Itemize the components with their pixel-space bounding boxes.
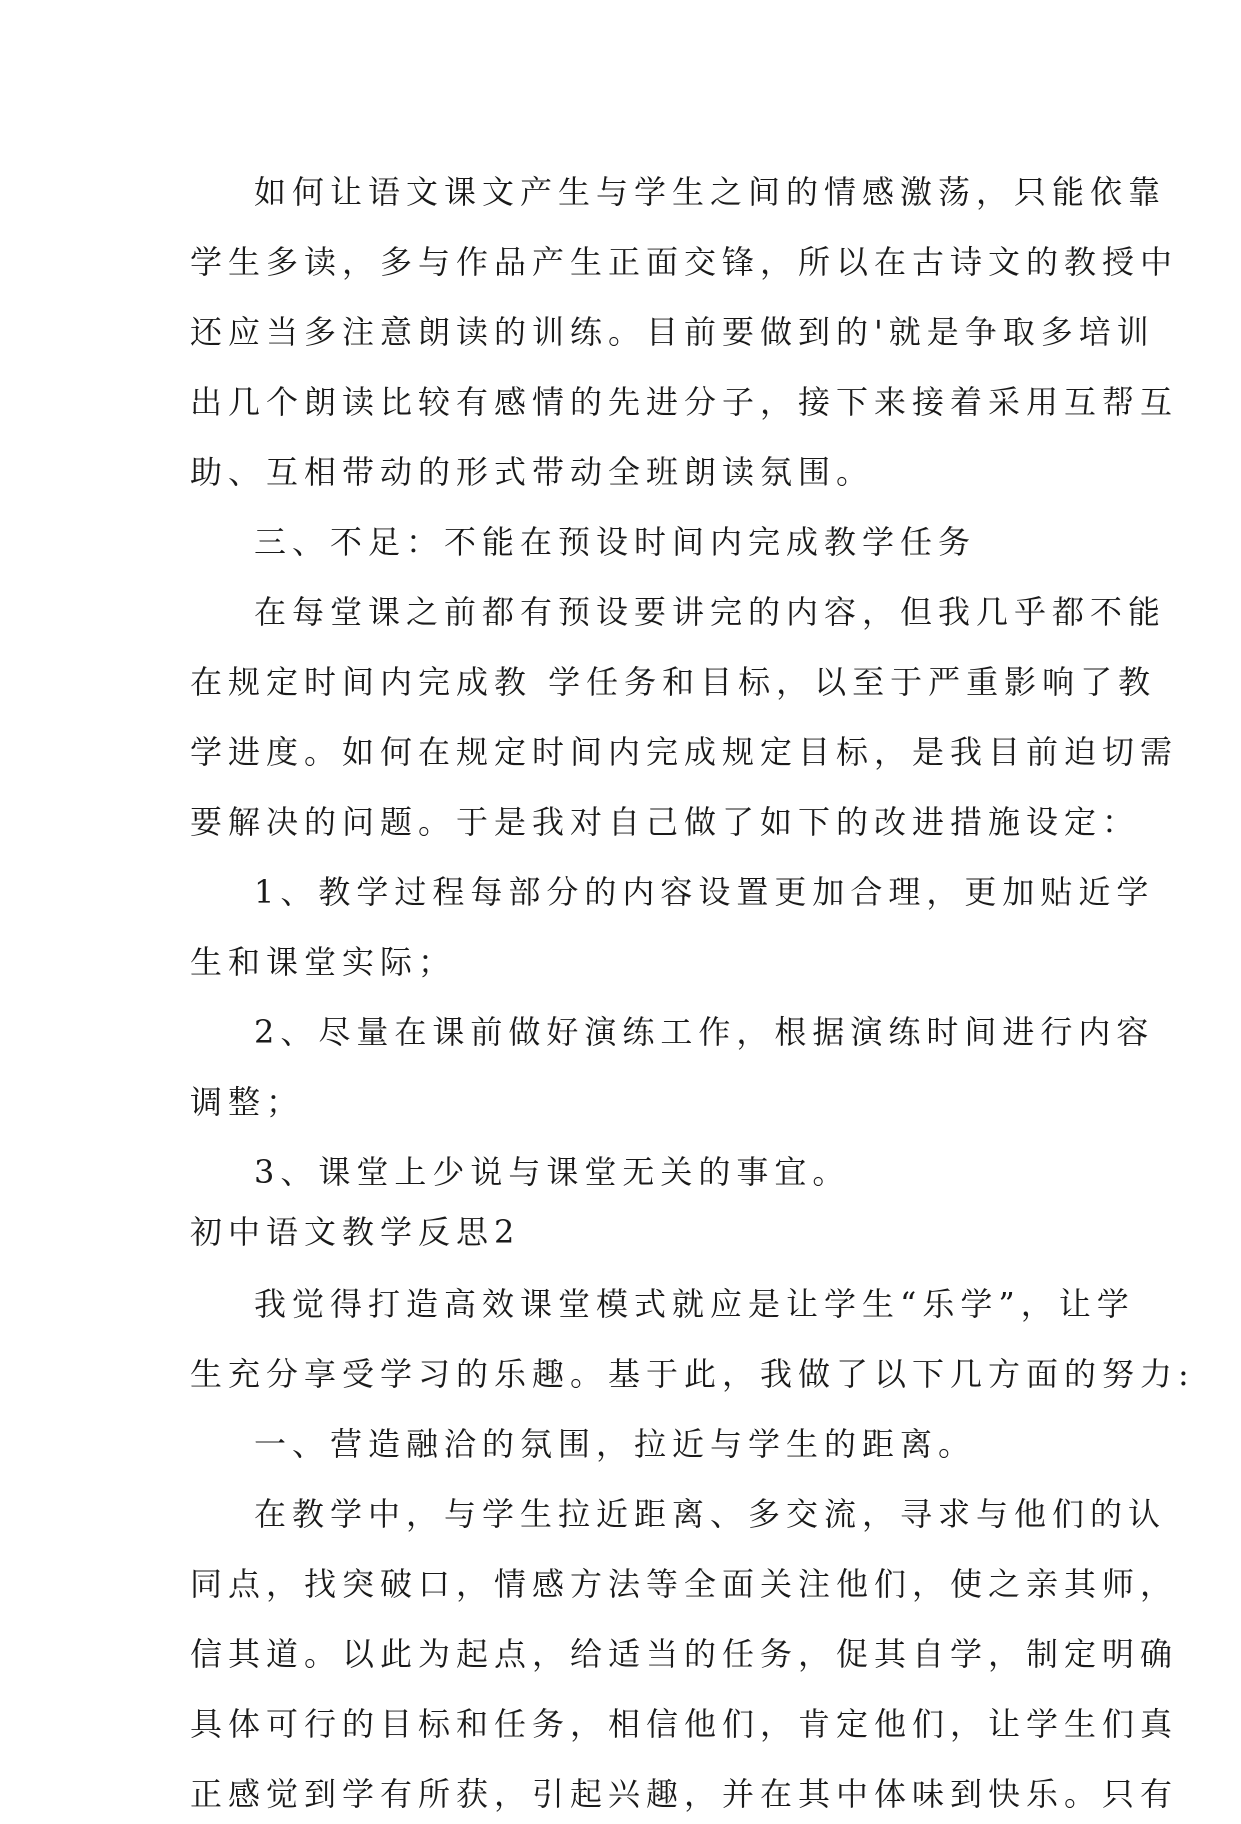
list-item: 2、尽量在课前做好演练工作，根据演练时间进行内容: [254, 1013, 1155, 1051]
text-line: 具体可行的目标和任务，相信他们，肯定他们，让学生们真: [190, 1705, 1179, 1743]
text-line: 我觉得打造高效课堂模式就应是让学生“乐学”，让学: [254, 1285, 1135, 1323]
list-item: 3、课堂上少说与课堂无关的事宜。: [254, 1153, 851, 1191]
text-line: 要解决的问题。于是我对自己做了如下的改进措施设定：: [190, 803, 1141, 841]
text-line: 学生多读，多与作品产生正面交锋，所以在古诗文的教授中: [190, 243, 1179, 281]
section-heading: 三、不足：不能在预设时间内完成教学任务: [254, 523, 977, 561]
text-line: 如何让语文课文产生与学生之间的情感激荡，只能依靠: [254, 173, 1167, 211]
text-line: 助、互相带动的形式带动全班朗读氛围。: [190, 453, 875, 491]
text-line: 学进度。如何在规定时间内完成规定目标，是我目前迫切需: [190, 733, 1179, 771]
list-item: 1、教学过程每部分的内容设置更加合理，更加贴近学: [254, 873, 1155, 911]
text-line: 在规定时间内完成教 学任务和目标，以至于严重影响了教: [190, 663, 1157, 701]
text-line: 出几个朗读比较有感情的先进分子，接下来接着采用互帮互: [190, 383, 1179, 421]
document-title: 初中语文教学反思2: [190, 1213, 521, 1251]
text-line: 生充分享受学习的乐趣。基于此，我做了以下几方面的努力:: [190, 1355, 1195, 1393]
text-line: 还应当多注意朗读的训练。目前要做到的'就是争取多培训: [190, 313, 1155, 351]
section-heading: 一、营造融洽的氛围，拉近与学生的距离。: [254, 1425, 977, 1463]
text-line: 生和课堂实际；: [190, 943, 457, 981]
text-line: 正感觉到学有所获，引起兴趣，并在其中体味到快乐。只有: [190, 1775, 1179, 1813]
text-line: 在每堂课之前都有预设要讲完的内容，但我几乎都不能: [254, 593, 1167, 631]
text-line: 在教学中，与学生拉近距离、多交流，寻求与他们的认: [254, 1495, 1167, 1533]
text-line: 调整；: [190, 1083, 305, 1121]
text-line: 信其道。以此为起点，给适当的任务，促其自学，制定明确: [190, 1635, 1179, 1673]
text-line: 同点，找突破口，情感方法等全面关注他们，使之亲其师，: [190, 1565, 1179, 1603]
